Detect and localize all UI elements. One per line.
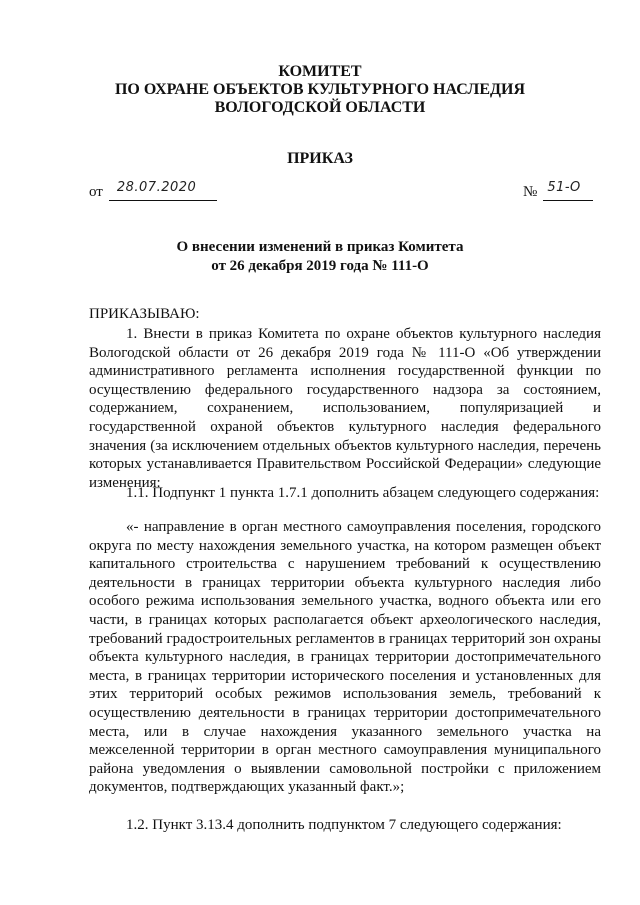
- paragraph-1-text: 1. Внести в приказ Комитета по охране объектов культурного наследия Вологодской области от 26 декабря 2019 года № 111-О «Об утверждении административного регламента исполнения государственной функции по осуществлению федерального государственного надзора за состоянием, содержанием, сохранением, использованием, популяризацией и государственной охраной объектов культурного наследия федерального значения (за исключением отдельных объектов культурного наследия, перечень которых устанавливается Правительством Российской Федерации» следующие изменения:: [89, 326, 601, 491]
- paragraph-3: [89, 518, 601, 797]
- paragraph-1: [89, 325, 601, 492]
- date-label: от: [89, 184, 103, 200]
- paragraph-4-text: 1.2. Пункт 3.13.4 дополнить подпунктом 7 следующего содержания:: [126, 817, 562, 833]
- order-title: ПРИКАЗ: [287, 150, 353, 167]
- number-value: 51-О: [547, 180, 581, 195]
- order-word: ПРИКАЗЫВАЮ:: [89, 306, 200, 322]
- paragraph-2-text: 1.1. Подпункт 1 пункта 1.7.1 дополнить абзацем следующего содержания:: [126, 485, 600, 501]
- number-underline: [543, 182, 593, 201]
- paragraph-3-text: «- направление в орган местного самоуправления поселения, городского округа по месту нахождения земельного участка, на котором размещен объект капитального строительства с нарушением требований к осуществлению деятельности в границах территории объекта культурного наследия либо особого режима использования земельного участка, водного объекта или его части, в границах которых располагается объект археологического наследия, требований градостроительных регламентов в границах территорий зон охраны объекта культурного наследия, в границах территории достопримечательного места, в границах территории исторического поселения и установленных для этих территорий особых режимов использования земель, требований к осуществлению деятельности в границах территории достопримечательного места, или в случае нахождения указанного земельного участка на межселенной территории в орган местного самоуправления муниципального района уведомления о выявлении самовольной постройки с приложением документов, подтверждающих указанный факт.»;: [89, 519, 601, 796]
- subject-line-1: О внесении изменений в приказ Комитета: [176, 239, 464, 255]
- number-label: №: [523, 184, 538, 200]
- header-line-3: ВОЛОГОДСКОЙ ОБЛАСТИ: [214, 99, 426, 116]
- number-field: [523, 182, 593, 201]
- header-line-2: ПО ОХРАНЕ ОБЪЕКТОВ КУЛЬТУРНОГО НАСЛЕДИЯ: [114, 81, 526, 98]
- date-value: 28.07.2020: [116, 180, 197, 195]
- subject-line-2: от 26 декабря 2019 года № 111-О: [211, 258, 429, 274]
- paragraph-2: [89, 484, 601, 503]
- header-line-1: КОМИТЕТ: [278, 63, 362, 80]
- paragraph-4: [89, 816, 601, 835]
- date-underline: [109, 182, 217, 201]
- date-field: [89, 182, 217, 201]
